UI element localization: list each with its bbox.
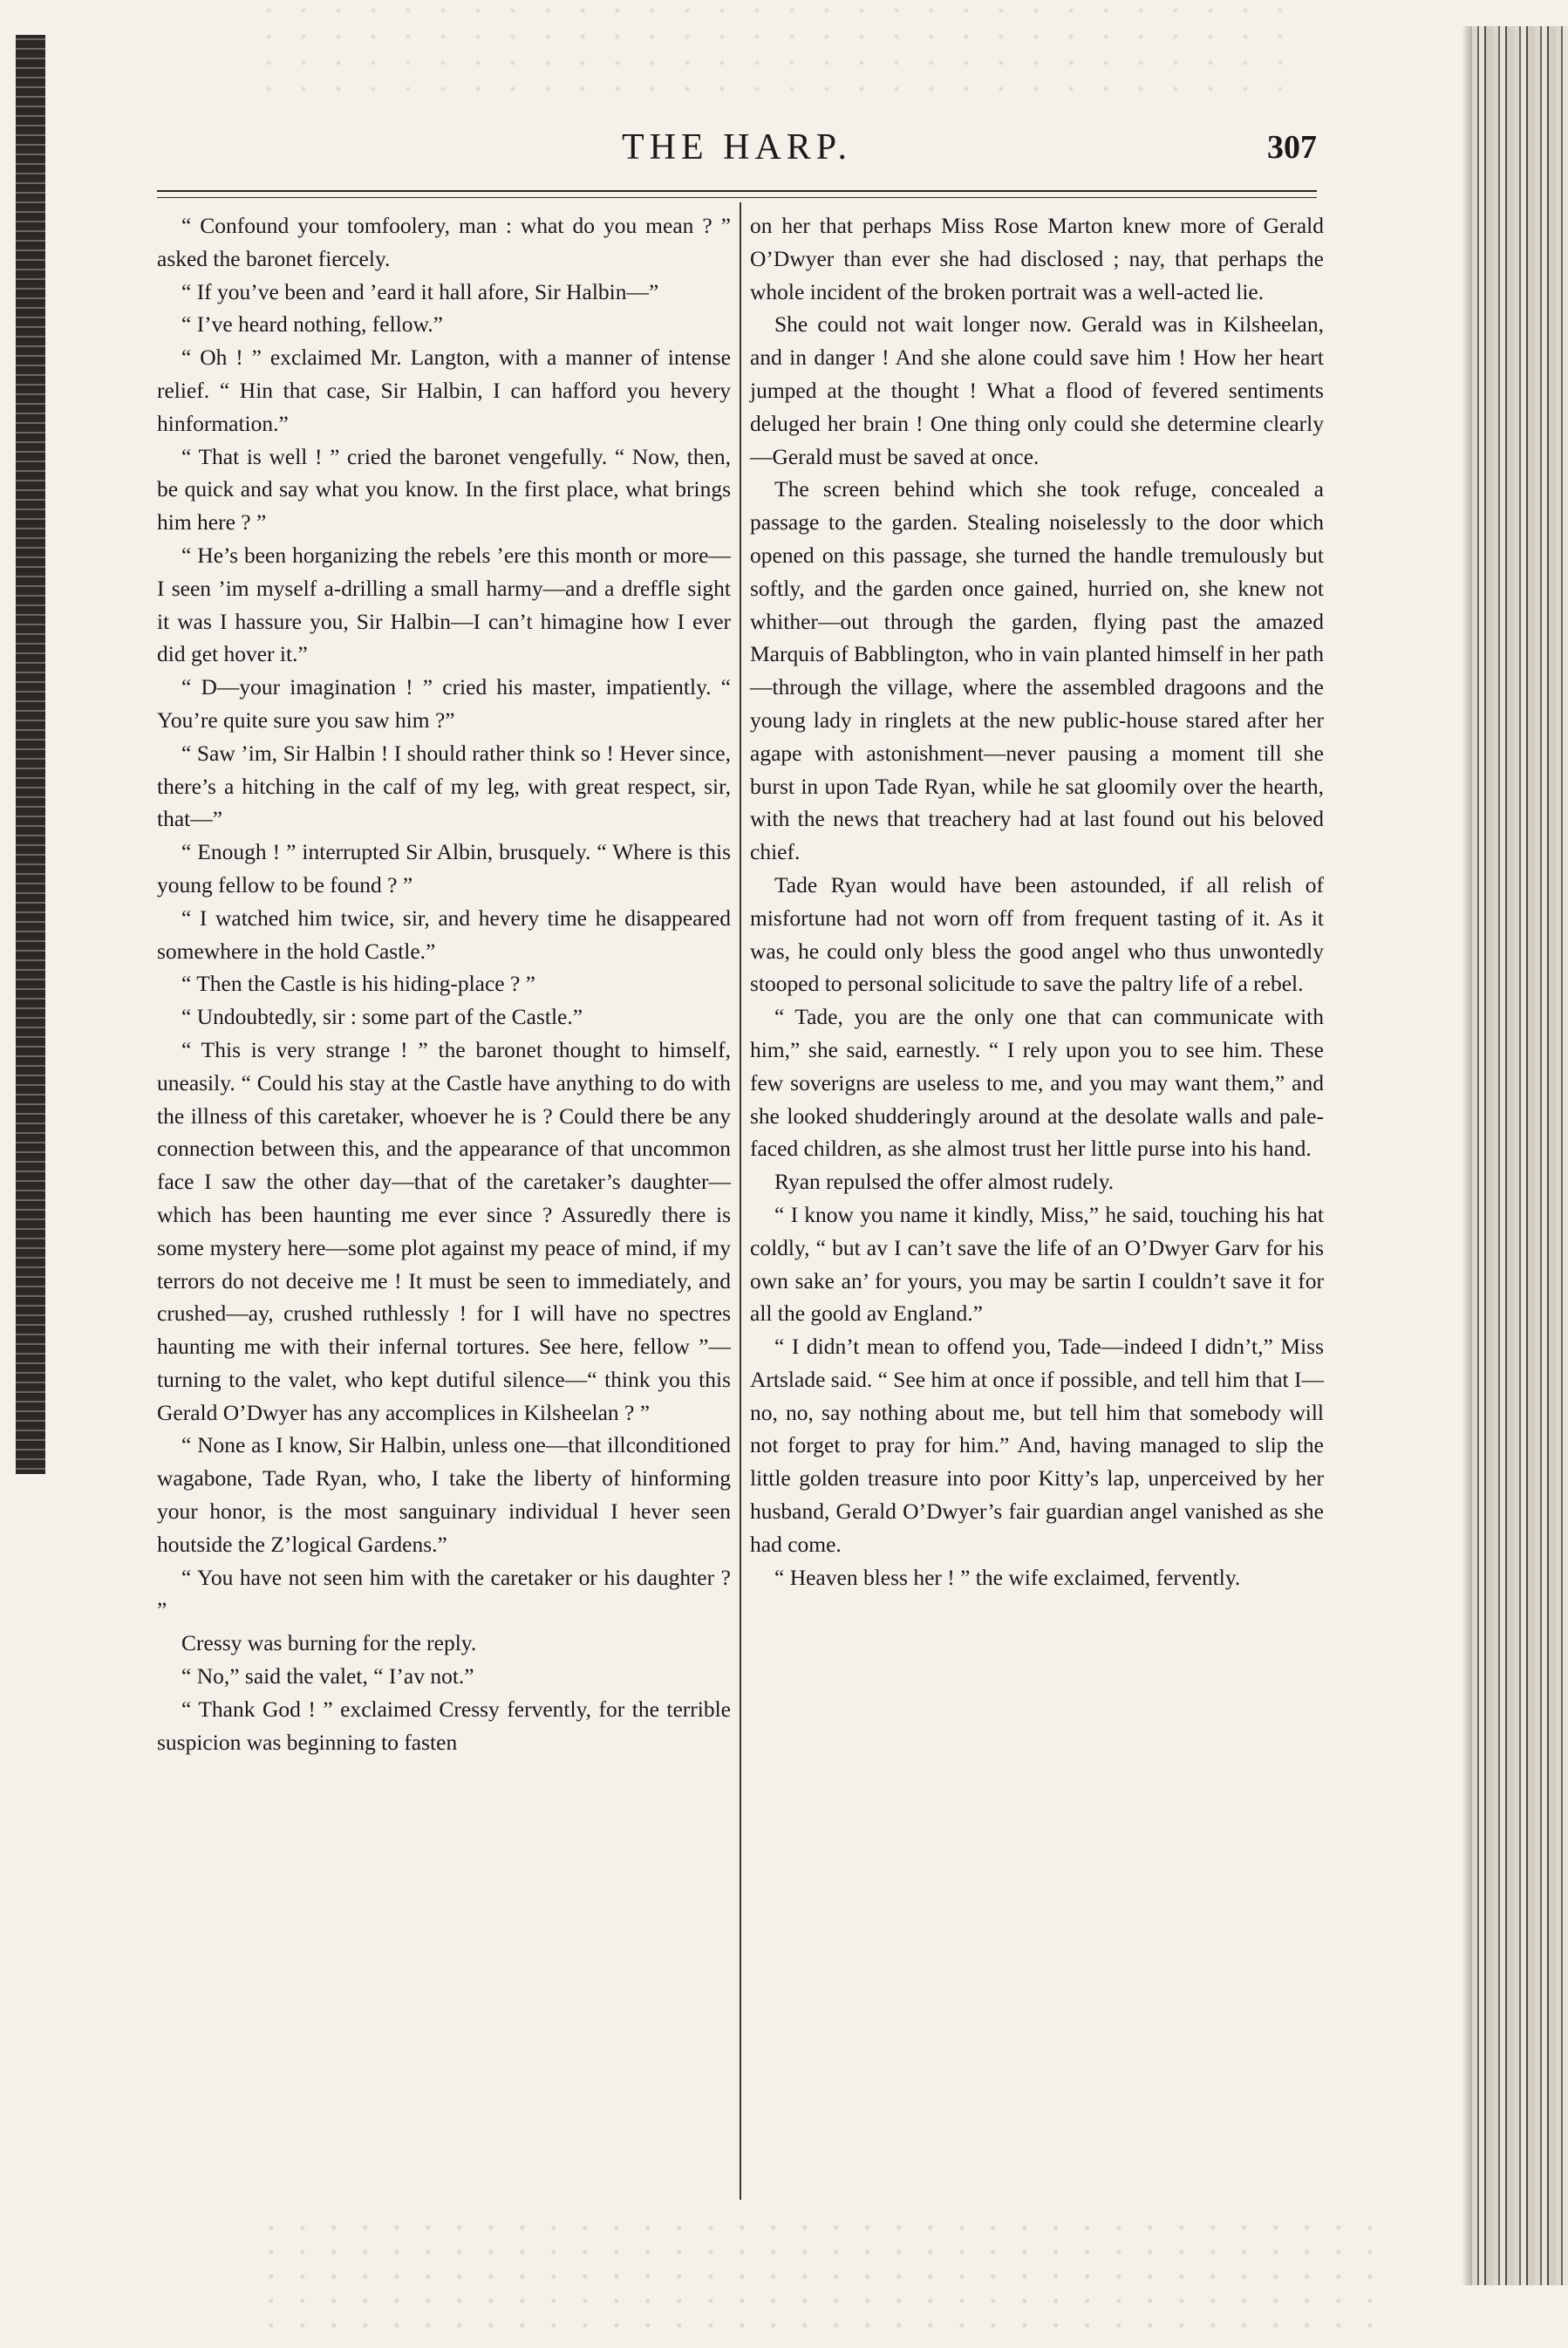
paragraph: Tade Ryan would have been astounded, if all relish of misfortune had not worn off from frequent tasting of it. As it was, he could only bless the good angel who thus unwontedly stooped to personal solicitude to save the paltry life of a rebel.: [750, 871, 1324, 997]
paragraph: “ I didn’t mean to offend you, Tade—indeed I didn’t,” Miss Artslade said. “ See him at once if possible, and tell him that I—no, no, say nothing about me, but tell him that somebody will not forget to pray for him.” And, having managed to slip the little golden treasure into poor Kitty’s lap, unperceived by her husband, Gerald O’Dwyer’s fair guardian angel vanished as she had come.: [750, 1334, 1324, 1557]
paragraph: “ Tade, you are the only one that can communicate with him,” she said, earnestly. “ I rely upon you to see him. These few soverigns are useless to me, and you may want them,” and she looked shudderingly around at the desolate walls and pale-faced children, as she almost trust her little purse into his hand.: [750, 1004, 1324, 1162]
paragraph: “ No,” said the valet, “ I’av not.”: [181, 1663, 474, 1689]
paragraph: “ This is very strange ! ” the baronet thought to himself, uneasily. “ Could his stay at the Castle have anything to do with the illness of this caretaker, whoever he is ? Could there be any connection between this, and the appearance of that uncommon face I saw the other day—that of the caretaker’s daughter—which has been haunting me ever since ? Assuredly there is some mystery here—some plot against my peace of mind, if my terrors do not deceive me ! It must be seen to immediately, and crushed—ay, crushed ruthlessly ! for I will have no spectres haunting me with their infernal tortures. See here, fellow ”—turning to the valet, who kept dutiful silence—“ think you this Gerald O’Dwyer has any accomplices in Kilsheelan ? ”: [157, 1036, 731, 1425]
paragraph: “ You have not seen him with the caretaker or his daughter ? ”: [157, 1564, 731, 1623]
header-rule-thin: [157, 197, 1317, 198]
paragraph: “ Enough ! ” interrupted Sir Albin, brusquely. “ Where is this young fellow to be found ? ”: [157, 839, 731, 898]
left-column: [157, 209, 731, 1758]
paragraph: The screen behind which she took refuge, concealed a passage to the garden. Stealing noiselessly to the door which opened on this passage, she turned the handle tremulously but softly, and the garden once gained, hurried on, she knew not whither—out through the garden, flying past the amazed Marquis of Babblington, who in vain planted himself in her path—through the village, where the assembled dragoons and the young lady in ringlets at the new public-house stared after her agape with astonishment—never pausing a moment till she burst in upon Tade Ryan, while he sat gloomily over the hearth, with the news that treachery had at last found out his beloved chief.: [750, 476, 1324, 865]
paragraph: “ Saw ’im, Sir Halbin ! I should rather think so ! Hever since, there’s a hitching in the calf of my leg, with great respect, sir, that—”: [157, 740, 731, 832]
page-number: 307: [1267, 129, 1317, 166]
paragraph: “ Heaven bless her ! ” the wife exclaimed, fervently.: [774, 1564, 1241, 1590]
running-title: THE HARP.: [621, 127, 853, 167]
paragraph: “ Oh ! ” exclaimed Mr. Langton, with a manner of intense relief. “ Hin that case, Sir Halbin, I can hafford you hevery hinformation.”: [157, 345, 731, 436]
right-column: [750, 209, 1324, 1594]
page-edge-left: [16, 35, 45, 1474]
paragraph: “ I watched him twice, sir, and hevery time he disappeared somewhere in the hold Castle.”: [157, 904, 731, 964]
paragraph: “ He’s been horganizing the rebels ’ere this month or more—I seen ’im myself a-drilling a small harmy—and a dreffle sight it was I hassure you, Sir Halbin—I can’t himagine how I ever did get hover it.”: [157, 542, 731, 667]
paragraph-continued: on her that perhaps Miss Rose Marton knew more of Gerald O’Dwyer than ever she had disclosed ; nay, that perhaps the whole incident of the broken portrait was a well-acted lie.: [750, 213, 1324, 304]
paper-speckle-bottom: [262, 2215, 1395, 2346]
paragraph: “ That is well ! ” cried the baronet vengefully. “ Now, then, be quick and say what you know. In the first place, what brings him here ? ”: [157, 443, 731, 536]
paragraph: “ Undoubtedly, sir : some part of the Castle.”: [181, 1004, 583, 1030]
paragraph: “ If you’ve been and ’eard it hall afore, Sir Halbin—”: [181, 278, 659, 304]
paragraph: “ Thank God ! ” exclaimed Cressy fervently, for the terrible suspicion was beginning to fasten: [157, 1696, 731, 1755]
page-shadow-right: [1462, 26, 1472, 2285]
paragraph: Ryan repulsed the offer almost rudely.: [774, 1169, 1115, 1195]
paper-speckle-top: [262, 0, 1308, 105]
paragraph: Cressy was burning for the reply.: [181, 1630, 477, 1656]
page-edge-right: [1472, 26, 1568, 2285]
header-rule: [157, 190, 1317, 192]
paragraph: “ None as I know, Sir Halbin, unless one—that illconditioned wagabone, Tade Ryan, who, I take the liberty of hinforming your honor, is the most sanguinary individual I hever seen houtside the Z’logical Gardens.”: [157, 1432, 731, 1557]
paragraph: “ Then the Castle is his hiding-place ? ”: [181, 971, 535, 997]
page-header: [157, 126, 1317, 188]
column-divider: [740, 202, 741, 2200]
paragraph: “ I know you name it kindly, Miss,” he said, touching his hat coldly, “ but av I can’t save the life of an O’Dwyer Garv for his own sake an’ for yours, you may be sartin I couldn’t save it for all the goold av England.”: [750, 1201, 1324, 1327]
paragraph: “ I’ve heard nothing, fellow.”: [181, 311, 443, 338]
paragraph: “ D—your imagination ! ” cried his master, impatiently. “ You’re quite sure you saw him ?”: [157, 674, 731, 733]
paragraph: She could not wait longer now. Gerald was in Kilsheelan, and in danger ! And she alone could save him ! How her heart jumped at the thought ! What a flood of fevered sentiments deluged her brain ! One thing only could she determine clearly—Gerald must be saved at once.: [750, 311, 1324, 469]
paragraph: “ Confound your tomfoolery, man : what do you mean ? ” asked the baronet fiercely.: [157, 213, 731, 271]
